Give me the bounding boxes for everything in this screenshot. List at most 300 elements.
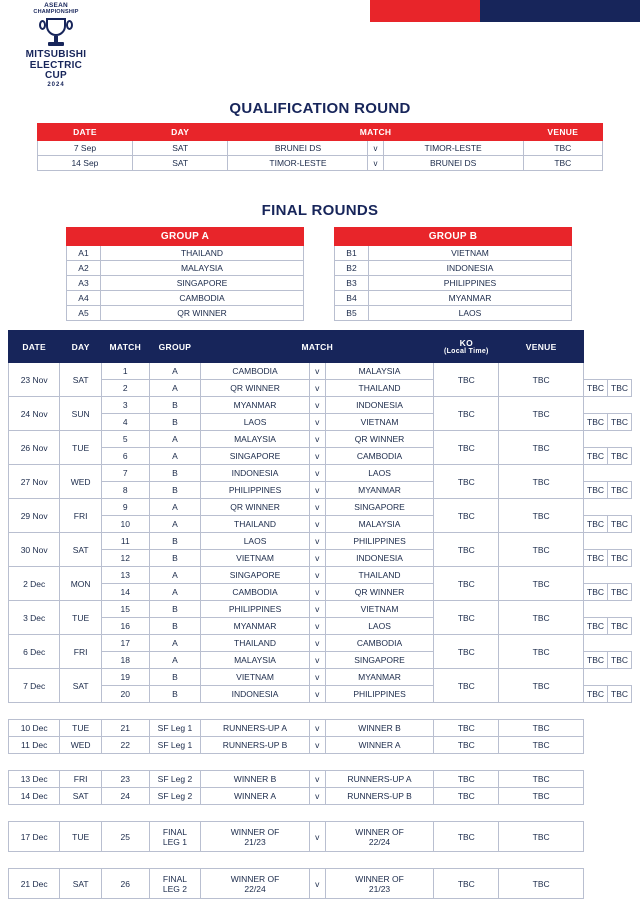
cell-match-number: 8 [101,482,149,499]
cell-match-number: 7 [101,465,149,482]
table-row [9,669,632,686]
tournament-logo [8,0,104,100]
cell-match-number: 15 [101,601,149,618]
cell-kickoff: TBC [584,380,608,397]
cell-home-team: LAOS [201,414,310,431]
cell-group: A [149,652,201,669]
cell-home-team: CAMBODIA [201,584,310,601]
cell-team-code: B1 [335,246,369,261]
cell-venue: TBC [499,737,584,754]
cell-team-code: A3 [67,276,101,291]
cell-kickoff: TBC [434,499,499,533]
cell-group: A [149,567,201,584]
cell-kickoff: TBC [584,550,608,567]
cell-group: B [149,550,201,567]
cell-team-name: LAOS [369,306,572,321]
cell-date: 14 Sep [38,156,133,171]
cell-home-team: INDONESIA [201,686,310,703]
group-b-table [334,227,572,321]
cell-versus: v [309,363,325,380]
table-row [335,291,572,306]
cell-group: SF Leg 1 [149,720,201,737]
table-row [9,465,632,482]
cell-match-number: 11 [101,533,149,550]
cell-home-team: VIETNAM [201,669,310,686]
cell-home-team: LAOS [201,533,310,550]
cell-kickoff: TBC [434,771,499,788]
cell-versus: v [309,652,325,669]
cell-group: FINAL LEG 2 [149,869,201,899]
cell-away-team: MALAYSIA [325,363,434,380]
header-venue: VENUE [523,124,602,141]
cell-versus: v [309,414,325,431]
header-day: DAY [132,124,228,141]
cell-match-number: 14 [101,584,149,601]
table-row [67,291,304,306]
cell-home-team: VIETNAM [201,550,310,567]
cell-away-team: RUNNERS-UP A [325,771,434,788]
cell-versus: v [309,465,325,482]
qualification-round-table [37,123,603,171]
cell-kickoff: TBC [584,414,608,431]
cell-home-team: QR WINNER [201,499,310,516]
cell-away-team: INDONESIA [325,397,434,414]
table-spacer-row [9,754,632,771]
cell-versus: v [309,482,325,499]
logo-name-line1: MITSUBISHI [25,49,87,60]
cell-venue: TBC [499,567,584,601]
cell-home-team: TIMOR-LESTE [228,156,368,171]
cell-group: B [149,686,201,703]
table-header-row [9,331,632,363]
cell-match-number: 6 [101,448,149,465]
cell-home-team: PHILIPPINES [201,482,310,499]
table-row [67,276,304,291]
cell-team-code: A1 [67,246,101,261]
cell-match-number: 25 [101,822,149,852]
cell-versus: v [309,788,325,805]
table-header-row [335,228,572,246]
cell-day: FRI [60,499,102,533]
cell-date: 3 Dec [9,601,60,635]
cell-day: SAT [60,363,102,397]
cell-group: B [149,397,201,414]
cell-day: SAT [60,788,102,805]
cell-versus: v [309,635,325,652]
cell-versus: v [309,431,325,448]
cell-group: B [149,533,201,550]
cell-date: 23 Nov [9,363,60,397]
cell-versus: v [309,771,325,788]
cell-group: A [149,499,201,516]
cell-venue: TBC [499,788,584,805]
cell-venue: TBC [499,431,584,465]
qualification-round-title: QUALIFICATION ROUND [229,100,411,117]
logo-banner-text: ASEAN [44,2,68,9]
table-row [67,246,304,261]
table-row [9,737,632,754]
cell-day: WED [60,465,102,499]
cell-away-team: LAOS [325,465,434,482]
cell-home-team: CAMBODIA [201,363,310,380]
cell-date: 26 Nov [9,431,60,465]
cell-home-team: THAILAND [201,516,310,533]
cell-away-team: WINNER OF 21/23 [325,869,434,899]
cell-home-team: PHILIPPINES [201,601,310,618]
cell-group: A [149,635,201,652]
cell-versus: v [309,584,325,601]
cell-team-code: B3 [335,276,369,291]
table-row [38,141,603,156]
cell-group: SF Leg 2 [149,788,201,805]
cell-day: SAT [60,669,102,703]
cell-day: SAT [132,156,228,171]
final-rounds-title: FINAL ROUNDS [261,202,379,219]
cell-versus: v [309,550,325,567]
cell-venue: TBC [608,584,632,601]
cell-date: 14 Dec [9,788,60,805]
cell-date: 7 Sep [38,141,133,156]
cell-home-team: WINNER B [201,771,310,788]
cell-away-team: MYANMAR [325,669,434,686]
cell-away-team: RUNNERS-UP B [325,788,434,805]
cell-match-number: 1 [101,363,149,380]
cell-day: FRI [60,771,102,788]
cell-versus: v [309,686,325,703]
cell-venue: TBC [608,686,632,703]
cell-team-name: VIETNAM [369,246,572,261]
cell-group: B [149,414,201,431]
cell-team-name: INDONESIA [369,261,572,276]
cell-date: 29 Nov [9,499,60,533]
cell-group: FINAL LEG 1 [149,822,201,852]
cell-day: WED [60,737,102,754]
table-row [9,397,632,414]
cell-away-team: VIETNAM [325,414,434,431]
cell-kickoff: TBC [434,431,499,465]
cell-date: 13 Dec [9,771,60,788]
cell-group: SF Leg 2 [149,771,201,788]
table-row [9,567,632,584]
cell-match-number: 23 [101,771,149,788]
table-header-row [67,228,304,246]
table-row [9,635,632,652]
cell-date: 10 Dec [9,720,60,737]
cell-kickoff: TBC [584,584,608,601]
header-match-no: MATCH [101,331,149,363]
table-spacer-row [9,703,632,720]
cell-group: B [149,482,201,499]
cell-date: 27 Nov [9,465,60,499]
cell-away-team: THAILAND [325,380,434,397]
cell-match-number: 13 [101,567,149,584]
table-row [9,788,632,805]
cell-versus: v [309,533,325,550]
logo-name-line2: ELECTRIC [29,59,83,71]
header-match: MATCH [228,124,523,141]
cell-versus: v [368,156,383,171]
cell-team-name: QR WINNER [101,306,304,321]
cell-away-team: INDONESIA [325,550,434,567]
cell-home-team: BRUNEI DS [228,141,368,156]
cell-group: A [149,516,201,533]
cell-date: 17 Dec [9,822,60,852]
group-a-table [66,227,304,321]
header-kickoff-sub: (Local Time) [443,348,489,355]
header-date: DATE [38,124,133,141]
cell-day: SAT [60,869,102,899]
logo-name-line3: CUP [44,70,67,81]
logo-year: 2024 [47,81,65,88]
table-row [67,261,304,276]
cell-day: SAT [132,141,228,156]
cell-team-name: MYANMAR [369,291,572,306]
cell-day: FRI [60,635,102,669]
cell-venue: TBC [499,363,584,397]
cell-away-team: WINNER B [325,720,434,737]
table-row [67,306,304,321]
cell-away-team: PHILIPPINES [325,686,434,703]
cell-venue: TBC [523,141,602,156]
fixtures-section [8,330,632,899]
cell-versus: v [368,141,383,156]
cell-team-code: B2 [335,261,369,276]
cell-venue: TBC [608,448,632,465]
table-row [38,156,603,171]
cell-kickoff: TBC [584,652,608,669]
group-b-header: GROUP B [335,228,572,246]
cell-kickoff: TBC [434,567,499,601]
cell-venue: TBC [608,516,632,533]
cell-away-team: CAMBODIA [325,448,434,465]
header-day: DAY [60,331,102,363]
cell-versus: v [309,448,325,465]
cell-kickoff: TBC [434,601,499,635]
cell-away-team: LAOS [325,618,434,635]
cell-match-number: 17 [101,635,149,652]
cell-kickoff: TBC [434,397,499,431]
cell-home-team: QR WINNER [201,380,310,397]
table-row [9,601,632,618]
cell-away-team: QR WINNER [325,584,434,601]
cell-venue: TBC [608,652,632,669]
cell-versus: v [309,516,325,533]
cell-match-number: 4 [101,414,149,431]
table-row [9,363,632,380]
cell-away-team: SINGAPORE [325,652,434,669]
cell-team-code: A2 [67,261,101,276]
cell-venue: TBC [608,482,632,499]
cell-home-team: SINGAPORE [201,448,310,465]
cell-home-team: WINNER OF 21/23 [201,822,310,852]
cell-group: SF Leg 1 [149,737,201,754]
cell-venue: TBC [499,869,584,899]
cell-date: 30 Nov [9,533,60,567]
table-spacer-row [9,852,632,869]
cell-kickoff: TBC [434,822,499,852]
cell-venue: TBC [608,414,632,431]
cell-versus: v [309,567,325,584]
cell-home-team: THAILAND [201,635,310,652]
cell-home-team: WINNER A [201,788,310,805]
cell-versus: v [309,737,325,754]
cell-match-number: 26 [101,869,149,899]
cell-home-team: MALAYSIA [201,431,310,448]
cell-away-team: WINNER A [325,737,434,754]
cell-away-team: CAMBODIA [325,635,434,652]
table-row [335,246,572,261]
cell-day: TUE [60,720,102,737]
cell-home-team: SINGAPORE [201,567,310,584]
cell-team-name: PHILIPPINES [369,276,572,291]
cell-home-team: MALAYSIA [201,652,310,669]
header-venue: VENUE [499,331,584,363]
cell-match-number: 9 [101,499,149,516]
cell-group: A [149,380,201,397]
cell-kickoff: TBC [434,363,499,397]
cell-away-team: PHILIPPINES [325,533,434,550]
cell-kickoff: TBC [434,737,499,754]
cell-versus: v [309,601,325,618]
cell-home-team: MYANMAR [201,397,310,414]
cell-versus: v [309,618,325,635]
cell-group: A [149,431,201,448]
cell-group: B [149,601,201,618]
cell-kickoff: TBC [584,618,608,635]
cell-away-team: MYANMAR [325,482,434,499]
cell-match-number: 5 [101,431,149,448]
cell-match-number: 2 [101,380,149,397]
header-group: GROUP [149,331,201,363]
table-row [335,276,572,291]
table-header-row [38,124,603,141]
table-row [9,822,632,852]
cell-kickoff: TBC [584,686,608,703]
cell-versus: v [309,720,325,737]
cell-group: B [149,618,201,635]
table-row [9,869,632,899]
cell-kickoff: TBC [434,720,499,737]
table-row [9,771,632,788]
cell-home-team: INDONESIA [201,465,310,482]
cell-day: TUE [60,431,102,465]
cell-team-name: CAMBODIA [101,291,304,306]
cell-home-team: RUNNERS-UP B [201,737,310,754]
cell-kickoff: TBC [434,788,499,805]
cell-versus: v [309,499,325,516]
table-row [9,431,632,448]
table-row [9,499,632,516]
top-bar-navy [480,0,640,22]
top-bar-red [370,0,480,22]
cell-match-number: 22 [101,737,149,754]
cell-away-team: QR WINNER [325,431,434,448]
cell-kickoff: TBC [434,669,499,703]
logo-banner-asean [8,2,104,9]
cell-match-number: 10 [101,516,149,533]
cell-away-team: BRUNEI DS [383,156,523,171]
cell-venue: TBC [608,618,632,635]
cell-venue: TBC [499,720,584,737]
cell-away-team: MALAYSIA [325,516,434,533]
group-a-header: GROUP A [67,228,304,246]
cell-away-team: THAILAND [325,567,434,584]
table-row [335,306,572,321]
cell-group: A [149,584,201,601]
table-row [9,533,632,550]
cell-match-number: 24 [101,788,149,805]
cell-date: 7 Dec [9,669,60,703]
cell-match-number: 19 [101,669,149,686]
cell-home-team: WINNER OF 22/24 [201,869,310,899]
cell-day: SAT [60,533,102,567]
cell-versus: v [309,397,325,414]
logo-banner-championship: CHAMPIONSHIP [33,9,79,15]
cell-venue: TBC [499,533,584,567]
cell-match-number: 3 [101,397,149,414]
cell-date: 6 Dec [9,635,60,669]
cell-date: 2 Dec [9,567,60,601]
cell-versus: v [309,669,325,686]
cell-venue: TBC [523,156,602,171]
cell-venue: TBC [499,822,584,852]
table-row [9,720,632,737]
cell-kickoff: TBC [434,533,499,567]
cell-day: TUE [60,601,102,635]
cell-day: SUN [60,397,102,431]
cell-versus: v [309,822,325,852]
cell-match-number: 18 [101,652,149,669]
table-row [335,261,572,276]
fixtures-table [8,330,632,899]
cell-venue: TBC [608,380,632,397]
cell-day: TUE [60,822,102,852]
cell-match-number: 20 [101,686,149,703]
cell-versus: v [309,380,325,397]
cell-team-name: THAILAND [101,246,304,261]
cell-kickoff: TBC [584,482,608,499]
cell-away-team: TIMOR-LESTE [383,141,523,156]
header-kickoff-main: KO [459,338,473,348]
cell-team-code: A5 [67,306,101,321]
cell-team-code: B5 [335,306,369,321]
cell-home-team: RUNNERS-UP A [201,720,310,737]
cell-group: B [149,669,201,686]
cell-day: MON [60,567,102,601]
cell-venue: TBC [499,771,584,788]
cell-group: A [149,448,201,465]
header-date: DATE [9,331,60,363]
cell-venue: TBC [499,397,584,431]
cell-kickoff: TBC [584,516,608,533]
cell-team-code: A4 [67,291,101,306]
cell-kickoff: TBC [434,869,499,899]
cell-venue: TBC [499,669,584,703]
cell-away-team: WINNER OF 22/24 [325,822,434,852]
cell-group: B [149,465,201,482]
cell-venue: TBC [499,601,584,635]
cell-date: 24 Nov [9,397,60,431]
header-match: MATCH [201,331,434,363]
trophy-icon [39,16,73,50]
cell-date: 21 Dec [9,869,60,899]
cell-venue: TBC [499,499,584,533]
cell-kickoff: TBC [434,465,499,499]
cell-venue: TBC [608,550,632,567]
table-spacer-row [9,805,632,822]
cell-venue: TBC [499,465,584,499]
cell-versus: v [309,869,325,899]
